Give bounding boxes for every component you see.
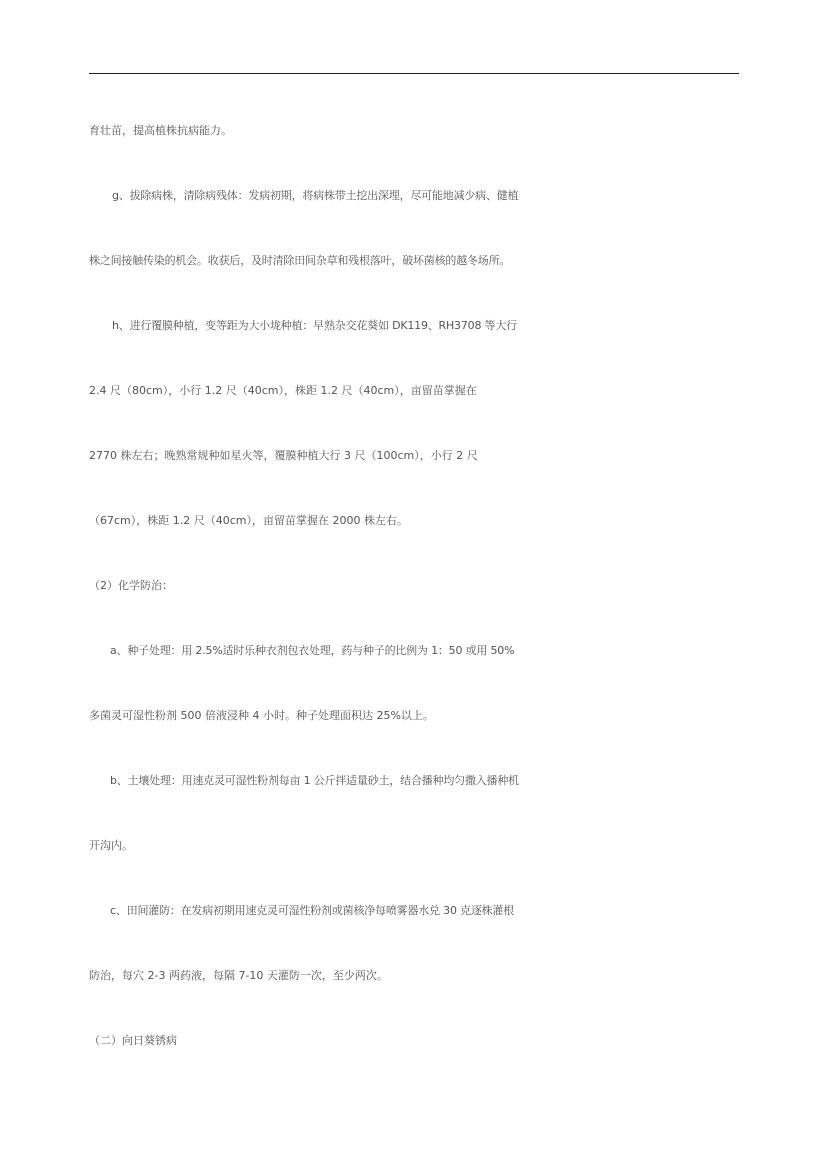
section-heading: （2）化学防治：	[89, 579, 173, 592]
text-line: 多菌灵可湿性粉剂 500 倍液浸种 4 小时。种子处理面积达 25%以上。	[89, 709, 434, 722]
text-line: 育壮苗，提高植株抗病能力。	[89, 124, 232, 137]
text-line: g、拔除病株，清除病残体：发病初期，将病株带土挖出深埋，尽可能地减少病、健植	[112, 189, 519, 202]
text-line: 2.4 尺（80cm），小行 1.2 尺（40cm），株距 1.2 尺（40cm），亩留苗掌握在	[89, 384, 477, 397]
text-line: 防治，每穴 2-3 两药液，每隔 7-10 天灌防一次，至少两次。	[89, 969, 388, 982]
section-heading: （二）向日葵锈病	[89, 1034, 177, 1047]
text-line: 2770 株左右；晚熟常规种如星火等，覆膜种植大行 3 尺（100cm），小行 2 尺	[89, 449, 478, 462]
text-line: a、种子处理：用 2.5%适时乐种衣剂包衣处理，药与种子的比例为 1：50 或用 50%	[110, 644, 515, 657]
text-line: b、土壤处理：用速克灵可湿性粉剂每亩 1 公斤拌适量砂土，结合播种均匀撒入播种机	[110, 774, 519, 787]
text-line: h、进行覆膜种植，变等距为大小垅种植：早熟杂交花葵如 DK119、RH3708 等大行	[112, 319, 517, 332]
text-line: 株之间接触传染的机会。收获后，及时清除田间杂草和残根落叶，破坏菌核的越冬场所。	[89, 254, 511, 267]
text-line: 开沟内。	[89, 839, 133, 852]
text-line: c、田间灌防：在发病初期用速克灵可湿性粉剂或菌核净每喷雾器水兑 30 克逐株灌根	[110, 904, 515, 917]
text-line: （67cm），株距 1.2 尺（40cm），亩留苗掌握在 2000 株左右。	[89, 514, 408, 527]
header-rule	[89, 73, 739, 74]
